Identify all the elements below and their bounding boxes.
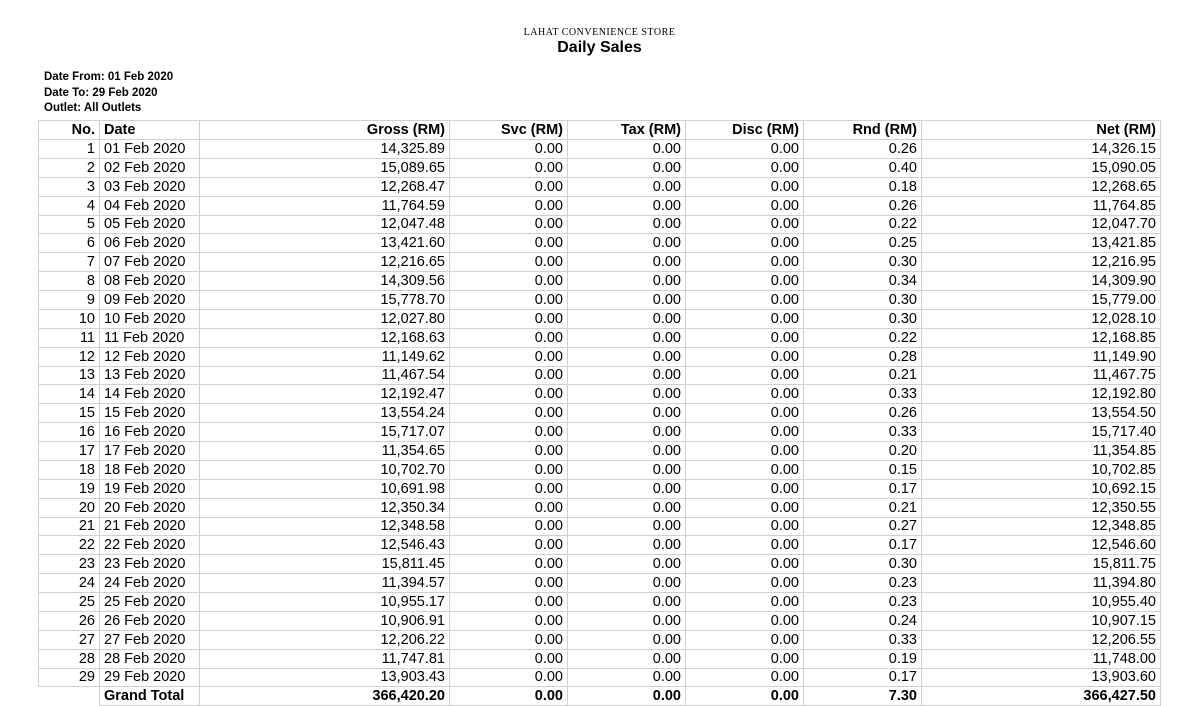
cell-svc: 0.00 [450,668,568,687]
cell-gross: 10,906.91 [200,611,450,630]
cell-date: 17 Feb 2020 [100,442,200,461]
cell-gross: 11,354.65 [200,442,450,461]
cell-rnd: 0.22 [804,215,922,234]
cell-svc: 0.00 [450,611,568,630]
cell-svc: 0.00 [450,328,568,347]
cell-svc: 0.00 [450,574,568,593]
cell-date: 01 Feb 2020 [100,140,200,159]
cell-net: 14,326.15 [922,140,1161,159]
cell-disc: 0.00 [686,328,804,347]
cell-rnd: 0.33 [804,385,922,404]
cell-disc: 0.00 [686,309,804,328]
cell-gross: 11,149.62 [200,347,450,366]
cell-svc: 0.00 [450,460,568,479]
cell-net: 12,350.55 [922,498,1161,517]
cell-gross: 10,691.98 [200,479,450,498]
cell-tax: 0.00 [568,423,686,442]
cell-rnd: 0.19 [804,649,922,668]
date-from: Date From: 01 Feb 2020 [44,71,174,83]
table-row [39,309,1161,328]
table-row [39,442,1161,461]
cell-tax: 0.00 [568,555,686,574]
cell-no: 10 [39,309,100,328]
cell-tax: 0.00 [568,158,686,177]
cell-disc: 0.00 [686,385,804,404]
cell-date: 26 Feb 2020 [100,611,200,630]
cell-tax: 0.00 [568,366,686,385]
table-row [39,140,1161,159]
cell-rnd: 0.33 [804,423,922,442]
cell-rnd: 0.24 [804,611,922,630]
table-row [39,630,1161,649]
cell-rnd: 0.33 [804,630,922,649]
cell-date: 18 Feb 2020 [100,460,200,479]
table-row [39,158,1161,177]
table-row [39,234,1161,253]
cell-rnd: 0.15 [804,460,922,479]
cell-rnd: 0.22 [804,328,922,347]
cell-gross: 13,421.60 [200,234,450,253]
cell-disc: 0.00 [686,574,804,593]
cell-gross: 10,955.17 [200,593,450,612]
table-row [39,215,1161,234]
cell-net: 12,348.85 [922,517,1161,536]
table-row [39,460,1161,479]
header-tax: Tax (RM) [568,121,686,140]
cell-rnd: 0.30 [804,309,922,328]
cell-disc: 0.00 [686,517,804,536]
table-row [39,498,1161,517]
store-name: LAHAT CONVENIENCE STORE [523,27,676,38]
cell-svc: 0.00 [450,630,568,649]
cell-disc: 0.00 [686,215,804,234]
cell-svc: 0.00 [450,291,568,310]
cell-net: 10,692.15 [922,479,1161,498]
cell-gross: 12,348.58 [200,517,450,536]
cell-rnd: 0.21 [804,498,922,517]
cell-tax: 0.00 [568,140,686,159]
cell-date: 23 Feb 2020 [100,555,200,574]
cell-date: 19 Feb 2020 [100,479,200,498]
total-svc: 0.00 [450,687,568,706]
cell-svc: 0.00 [450,140,568,159]
header-no: No. [39,121,100,140]
cell-svc: 0.00 [450,366,568,385]
cell-svc: 0.00 [450,177,568,196]
cell-no: 12 [39,347,100,366]
cell-rnd: 0.30 [804,291,922,310]
cell-svc: 0.00 [450,272,568,291]
cell-rnd: 0.26 [804,196,922,215]
cell-net: 10,907.15 [922,611,1161,630]
cell-no: 20 [39,498,100,517]
cell-no: 21 [39,517,100,536]
cell-disc: 0.00 [686,404,804,423]
cell-disc: 0.00 [686,177,804,196]
cell-net: 11,394.80 [922,574,1161,593]
cell-no: 19 [39,479,100,498]
cell-net: 12,206.55 [922,630,1161,649]
cell-svc: 0.00 [450,498,568,517]
cell-disc: 0.00 [686,347,804,366]
table-row [39,385,1161,404]
cell-svc: 0.00 [450,593,568,612]
cell-tax: 0.00 [568,460,686,479]
table-row [39,517,1161,536]
cell-rnd: 0.40 [804,158,922,177]
cell-rnd: 0.21 [804,366,922,385]
cell-net: 11,149.90 [922,347,1161,366]
cell-tax: 0.00 [568,611,686,630]
grand-total-row [39,687,1161,706]
cell-net: 10,702.85 [922,460,1161,479]
table-row [39,423,1161,442]
table-row [39,366,1161,385]
table-row [39,574,1161,593]
table-row [39,649,1161,668]
cell-svc: 0.00 [450,479,568,498]
cell-net: 15,717.40 [922,423,1161,442]
cell-net: 14,309.90 [922,272,1161,291]
cell-date: 03 Feb 2020 [100,177,200,196]
cell-svc: 0.00 [450,234,568,253]
cell-disc: 0.00 [686,649,804,668]
cell-date: 16 Feb 2020 [100,423,200,442]
total-tax: 0.00 [568,687,686,706]
cell-svc: 0.00 [450,536,568,555]
cell-disc: 0.00 [686,611,804,630]
cell-gross: 13,903.43 [200,668,450,687]
cell-gross: 12,216.65 [200,253,450,272]
cell-gross: 14,309.56 [200,272,450,291]
cell-svc: 0.00 [450,309,568,328]
cell-disc: 0.00 [686,291,804,310]
header-gross: Gross (RM) [200,121,450,140]
table-header-row [39,121,1161,140]
cell-disc: 0.00 [686,479,804,498]
cell-net: 12,192.80 [922,385,1161,404]
header-disc: Disc (RM) [686,121,804,140]
cell-tax: 0.00 [568,328,686,347]
cell-disc: 0.00 [686,442,804,461]
header-net: Net (RM) [922,121,1161,140]
cell-gross: 12,027.80 [200,309,450,328]
total-disc: 0.00 [686,687,804,706]
cell-net: 11,354.85 [922,442,1161,461]
cell-tax: 0.00 [568,215,686,234]
cell-no: 13 [39,366,100,385]
cell-tax: 0.00 [568,649,686,668]
report-title: Daily Sales [557,39,642,56]
cell-net: 15,090.05 [922,158,1161,177]
cell-gross: 15,811.45 [200,555,450,574]
cell-gross: 11,467.54 [200,366,450,385]
cell-date: 27 Feb 2020 [100,630,200,649]
cell-gross: 12,546.43 [200,536,450,555]
outlet: Outlet: All Outlets [44,102,142,114]
cell-no: 9 [39,291,100,310]
cell-disc: 0.00 [686,498,804,517]
cell-gross: 13,554.24 [200,404,450,423]
table-row [39,196,1161,215]
cell-date: 10 Feb 2020 [100,309,200,328]
cell-svc: 0.00 [450,442,568,461]
cell-net: 12,546.60 [922,536,1161,555]
cell-gross: 10,702.70 [200,460,450,479]
cell-gross: 15,778.70 [200,291,450,310]
cell-no: 11 [39,328,100,347]
cell-tax: 0.00 [568,347,686,366]
cell-date: 04 Feb 2020 [100,196,200,215]
cell-no: 29 [39,668,100,687]
cell-disc: 0.00 [686,158,804,177]
cell-no: 1 [39,140,100,159]
total-net: 366,427.50 [922,687,1161,706]
cell-svc: 0.00 [450,253,568,272]
cell-rnd: 0.27 [804,517,922,536]
cell-disc: 0.00 [686,196,804,215]
cell-tax: 0.00 [568,234,686,253]
cell-net: 15,779.00 [922,291,1161,310]
table-row [39,536,1161,555]
cell-net: 12,168.85 [922,328,1161,347]
cell-date: 15 Feb 2020 [100,404,200,423]
table-row [39,253,1161,272]
cell-rnd: 0.17 [804,536,922,555]
cell-no: 8 [39,272,100,291]
cell-svc: 0.00 [450,385,568,404]
cell-tax: 0.00 [568,574,686,593]
cell-gross: 12,206.22 [200,630,450,649]
table-row [39,611,1161,630]
cell-date: 05 Feb 2020 [100,215,200,234]
cell-gross: 14,325.89 [200,140,450,159]
cell-date: 09 Feb 2020 [100,291,200,310]
total-blank [39,687,100,706]
cell-date: 02 Feb 2020 [100,158,200,177]
cell-tax: 0.00 [568,498,686,517]
cell-net: 10,955.40 [922,593,1161,612]
cell-svc: 0.00 [450,423,568,442]
total-label: Grand Total [100,687,200,706]
cell-tax: 0.00 [568,385,686,404]
header-date: Date [100,121,200,140]
cell-gross: 11,764.59 [200,196,450,215]
cell-date: 11 Feb 2020 [100,328,200,347]
cell-disc: 0.00 [686,272,804,291]
cell-tax: 0.00 [568,668,686,687]
table-row [39,404,1161,423]
cell-net: 13,421.85 [922,234,1161,253]
cell-no: 15 [39,404,100,423]
cell-gross: 15,089.65 [200,158,450,177]
cell-gross: 11,747.81 [200,649,450,668]
cell-svc: 0.00 [450,158,568,177]
cell-tax: 0.00 [568,272,686,291]
cell-tax: 0.00 [568,536,686,555]
cell-date: 06 Feb 2020 [100,234,200,253]
cell-no: 3 [39,177,100,196]
cell-net: 12,268.65 [922,177,1161,196]
cell-tax: 0.00 [568,442,686,461]
cell-svc: 0.00 [450,404,568,423]
cell-date: 29 Feb 2020 [100,668,200,687]
cell-date: 07 Feb 2020 [100,253,200,272]
cell-tax: 0.00 [568,177,686,196]
cell-date: 08 Feb 2020 [100,272,200,291]
cell-svc: 0.00 [450,215,568,234]
cell-svc: 0.00 [450,347,568,366]
cell-no: 17 [39,442,100,461]
cell-no: 4 [39,196,100,215]
cell-svc: 0.00 [450,649,568,668]
cell-no: 24 [39,574,100,593]
cell-disc: 0.00 [686,460,804,479]
cell-date: 25 Feb 2020 [100,593,200,612]
total-gross: 366,420.20 [200,687,450,706]
cell-date: 13 Feb 2020 [100,366,200,385]
table-row [39,555,1161,574]
cell-tax: 0.00 [568,253,686,272]
table-row [39,177,1161,196]
cell-rnd: 0.20 [804,442,922,461]
cell-no: 6 [39,234,100,253]
cell-gross: 12,192.47 [200,385,450,404]
cell-gross: 12,350.34 [200,498,450,517]
header-rnd: Rnd (RM) [804,121,922,140]
cell-no: 22 [39,536,100,555]
cell-net: 12,028.10 [922,309,1161,328]
cell-no: 23 [39,555,100,574]
cell-rnd: 0.23 [804,574,922,593]
cell-net: 13,903.60 [922,668,1161,687]
cell-no: 18 [39,460,100,479]
table-row [39,479,1161,498]
cell-date: 22 Feb 2020 [100,536,200,555]
cell-net: 11,764.85 [922,196,1161,215]
cell-rnd: 0.28 [804,347,922,366]
cell-rnd: 0.30 [804,253,922,272]
cell-svc: 0.00 [450,517,568,536]
table-row [39,593,1161,612]
cell-disc: 0.00 [686,593,804,612]
table-row [39,347,1161,366]
cell-disc: 0.00 [686,140,804,159]
cell-date: 28 Feb 2020 [100,649,200,668]
cell-tax: 0.00 [568,593,686,612]
cell-rnd: 0.25 [804,234,922,253]
total-rnd: 7.30 [804,687,922,706]
cell-no: 7 [39,253,100,272]
cell-no: 26 [39,611,100,630]
cell-net: 11,467.75 [922,366,1161,385]
cell-svc: 0.00 [450,196,568,215]
cell-rnd: 0.26 [804,404,922,423]
cell-disc: 0.00 [686,555,804,574]
cell-net: 15,811.75 [922,555,1161,574]
cell-tax: 0.00 [568,630,686,649]
cell-no: 5 [39,215,100,234]
cell-no: 16 [39,423,100,442]
cell-tax: 0.00 [568,479,686,498]
cell-tax: 0.00 [568,291,686,310]
cell-date: 21 Feb 2020 [100,517,200,536]
table-row [39,668,1161,687]
cell-net: 13,554.50 [922,404,1161,423]
daily-sales-table [38,120,1161,706]
cell-disc: 0.00 [686,423,804,442]
cell-no: 25 [39,593,100,612]
cell-rnd: 0.34 [804,272,922,291]
cell-disc: 0.00 [686,366,804,385]
cell-date: 12 Feb 2020 [100,347,200,366]
table-row [39,328,1161,347]
table-row [39,272,1161,291]
cell-gross: 11,394.57 [200,574,450,593]
cell-gross: 15,717.07 [200,423,450,442]
table-row [39,291,1161,310]
cell-net: 12,216.95 [922,253,1161,272]
cell-tax: 0.00 [568,196,686,215]
cell-tax: 0.00 [568,517,686,536]
cell-svc: 0.00 [450,555,568,574]
cell-gross: 12,168.63 [200,328,450,347]
cell-tax: 0.00 [568,404,686,423]
cell-tax: 0.00 [568,309,686,328]
header-svc: Svc (RM) [450,121,568,140]
cell-rnd: 0.26 [804,140,922,159]
cell-date: 24 Feb 2020 [100,574,200,593]
cell-net: 11,748.00 [922,649,1161,668]
cell-disc: 0.00 [686,630,804,649]
cell-disc: 0.00 [686,536,804,555]
cell-disc: 0.00 [686,668,804,687]
cell-disc: 0.00 [686,253,804,272]
cell-no: 2 [39,158,100,177]
cell-rnd: 0.30 [804,555,922,574]
date-to: Date To: 29 Feb 2020 [44,87,158,99]
cell-disc: 0.00 [686,234,804,253]
cell-no: 28 [39,649,100,668]
cell-rnd: 0.18 [804,177,922,196]
cell-net: 12,047.70 [922,215,1161,234]
cell-no: 27 [39,630,100,649]
cell-gross: 12,047.48 [200,215,450,234]
cell-date: 14 Feb 2020 [100,385,200,404]
cell-gross: 12,268.47 [200,177,450,196]
cell-rnd: 0.17 [804,668,922,687]
cell-rnd: 0.17 [804,479,922,498]
cell-date: 20 Feb 2020 [100,498,200,517]
cell-no: 14 [39,385,100,404]
cell-rnd: 0.23 [804,593,922,612]
